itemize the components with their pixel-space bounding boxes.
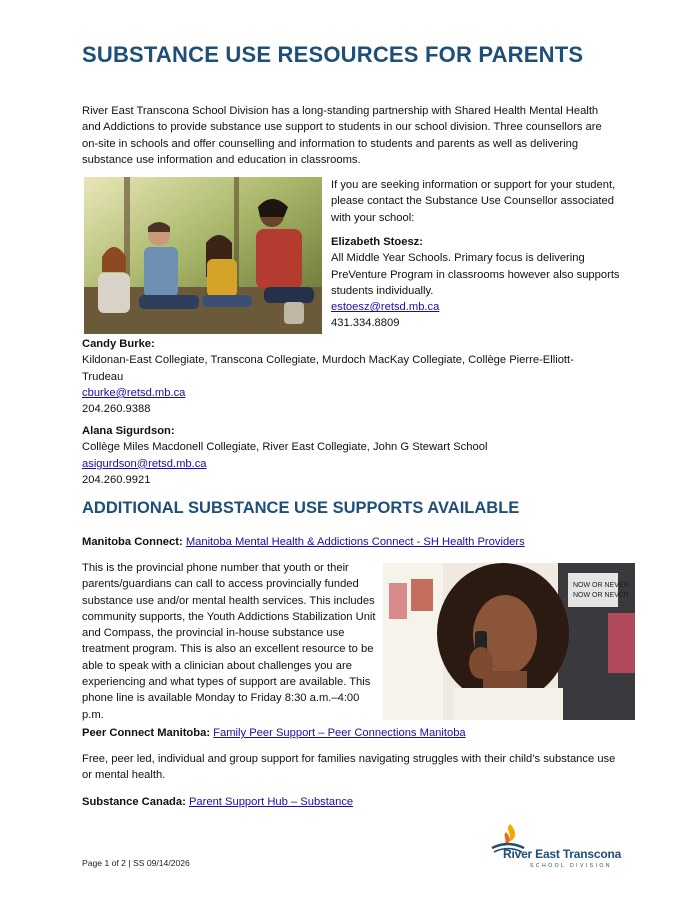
svg-text:NOW OR NEVER: NOW OR NEVER xyxy=(573,592,629,599)
support-link[interactable]: Parent Support Hub – Substance xyxy=(188,796,354,808)
page-footer: Page 1 of 2 | SS 09/14/2026 xyxy=(82,858,190,868)
counsellor-email-link[interactable]: asigurdson@retsd.mb.ca xyxy=(82,457,207,470)
support-label: Manitoba Connect xyxy=(82,536,179,548)
counsellor-phone: 204.260.9921 xyxy=(82,473,151,486)
support-link[interactable]: Manitoba Mental Health & Addictions Connect - SH Health Providers xyxy=(185,536,525,548)
support-link[interactable]: Family Peer Support – Peer Connections Manitoba xyxy=(213,727,466,739)
counsellor-name: Candy Burke: xyxy=(82,338,155,350)
support-substance-canada: Substance Canada: Parent Support Hub – Substance xyxy=(82,796,354,808)
teens-group-photo xyxy=(84,177,322,334)
page-title: SUBSTANCE USE RESOURCES FOR PARENTS xyxy=(82,42,584,67)
support-peer-connect: Peer Connect Manitoba: Family Peer Support – Peer Connections Manitoba xyxy=(82,727,466,739)
girl-on-phone-photo xyxy=(383,563,635,720)
counsellor-card-2 xyxy=(82,336,582,417)
support-label: Substance Canada xyxy=(82,796,183,808)
svg-text:NOW OR NEVER: NOW OR NEVER xyxy=(573,582,629,589)
logo-name: River East Transcona xyxy=(503,847,622,861)
counsellor-name: Elizabeth Stoesz: xyxy=(331,236,424,248)
counsellor-card-1 xyxy=(331,234,627,332)
counsellor-phone: 431.334.8809 xyxy=(331,317,400,330)
additional-supports-heading: ADDITIONAL SUBSTANCE USE SUPPORTS AVAILABLE xyxy=(82,499,520,517)
counsellor-schools: Collège Miles Macdonell Collegiate, River East Collegiate, John G Stewart School xyxy=(82,441,488,454)
seeking-info-text: If you are seeking information or support for your student, please contact the Substance Use Counsellor associated with your school: xyxy=(331,179,616,224)
counsellor-email-link[interactable]: estoesz@retsd.mb.ca xyxy=(331,301,440,314)
support-label: Peer Connect Manitoba xyxy=(82,727,207,739)
support-description: This is the provincial phone number that youth or their parents/guardians can call to access provincially funded substance use and/or mental health services. This includes community supports, the Youth Addictions Stabilization Unit and Compass, the provincial in-house substance use treatment program. This is also an excellent resource to be able to speak with a clinician about challenges you are experiencing and what types of support are available. This phone line is available Monday to Friday 8:30 a.m.–4:00 p.m. xyxy=(82,562,376,721)
counsellor-schools: All Middle Year Schools. Primary focus is delivering PreVenture Program in classrooms however also supports students individually. xyxy=(331,252,620,297)
counsellor-phone: 204.260.9388 xyxy=(82,403,151,416)
counsellor-card-3 xyxy=(82,423,612,488)
logo-subtitle: SCHOOL DIVISION xyxy=(530,863,612,869)
support-description: Free, peer led, individual and group support for families navigating struggles with their child’s substance use or mental health. xyxy=(82,753,616,782)
counsellor-schools: Kildonan-East Collegiate, Transcona Collegiate, Murdoch MacKay Collegiate, Collège Pierre-Elliott-Trudeau xyxy=(82,354,574,383)
counsellor-email-link[interactable]: cburke@retsd.mb.ca xyxy=(82,386,186,399)
intro-paragraph: River East Transcona School Division has a long-standing partnership with Shared Health Mental Health and Addictions to provide substance use support to students in our school division. Three counsellors are on-site in schools and offer counselling and information to students and parents as well as delivering substance use information and education in classrooms. xyxy=(82,105,602,166)
support-manitoba-connect: Manitoba Connect: Manitoba Mental Health & Addictions Connect - SH Health Providers xyxy=(82,536,525,548)
counsellor-name: Alana Sigurdson: xyxy=(82,425,175,437)
